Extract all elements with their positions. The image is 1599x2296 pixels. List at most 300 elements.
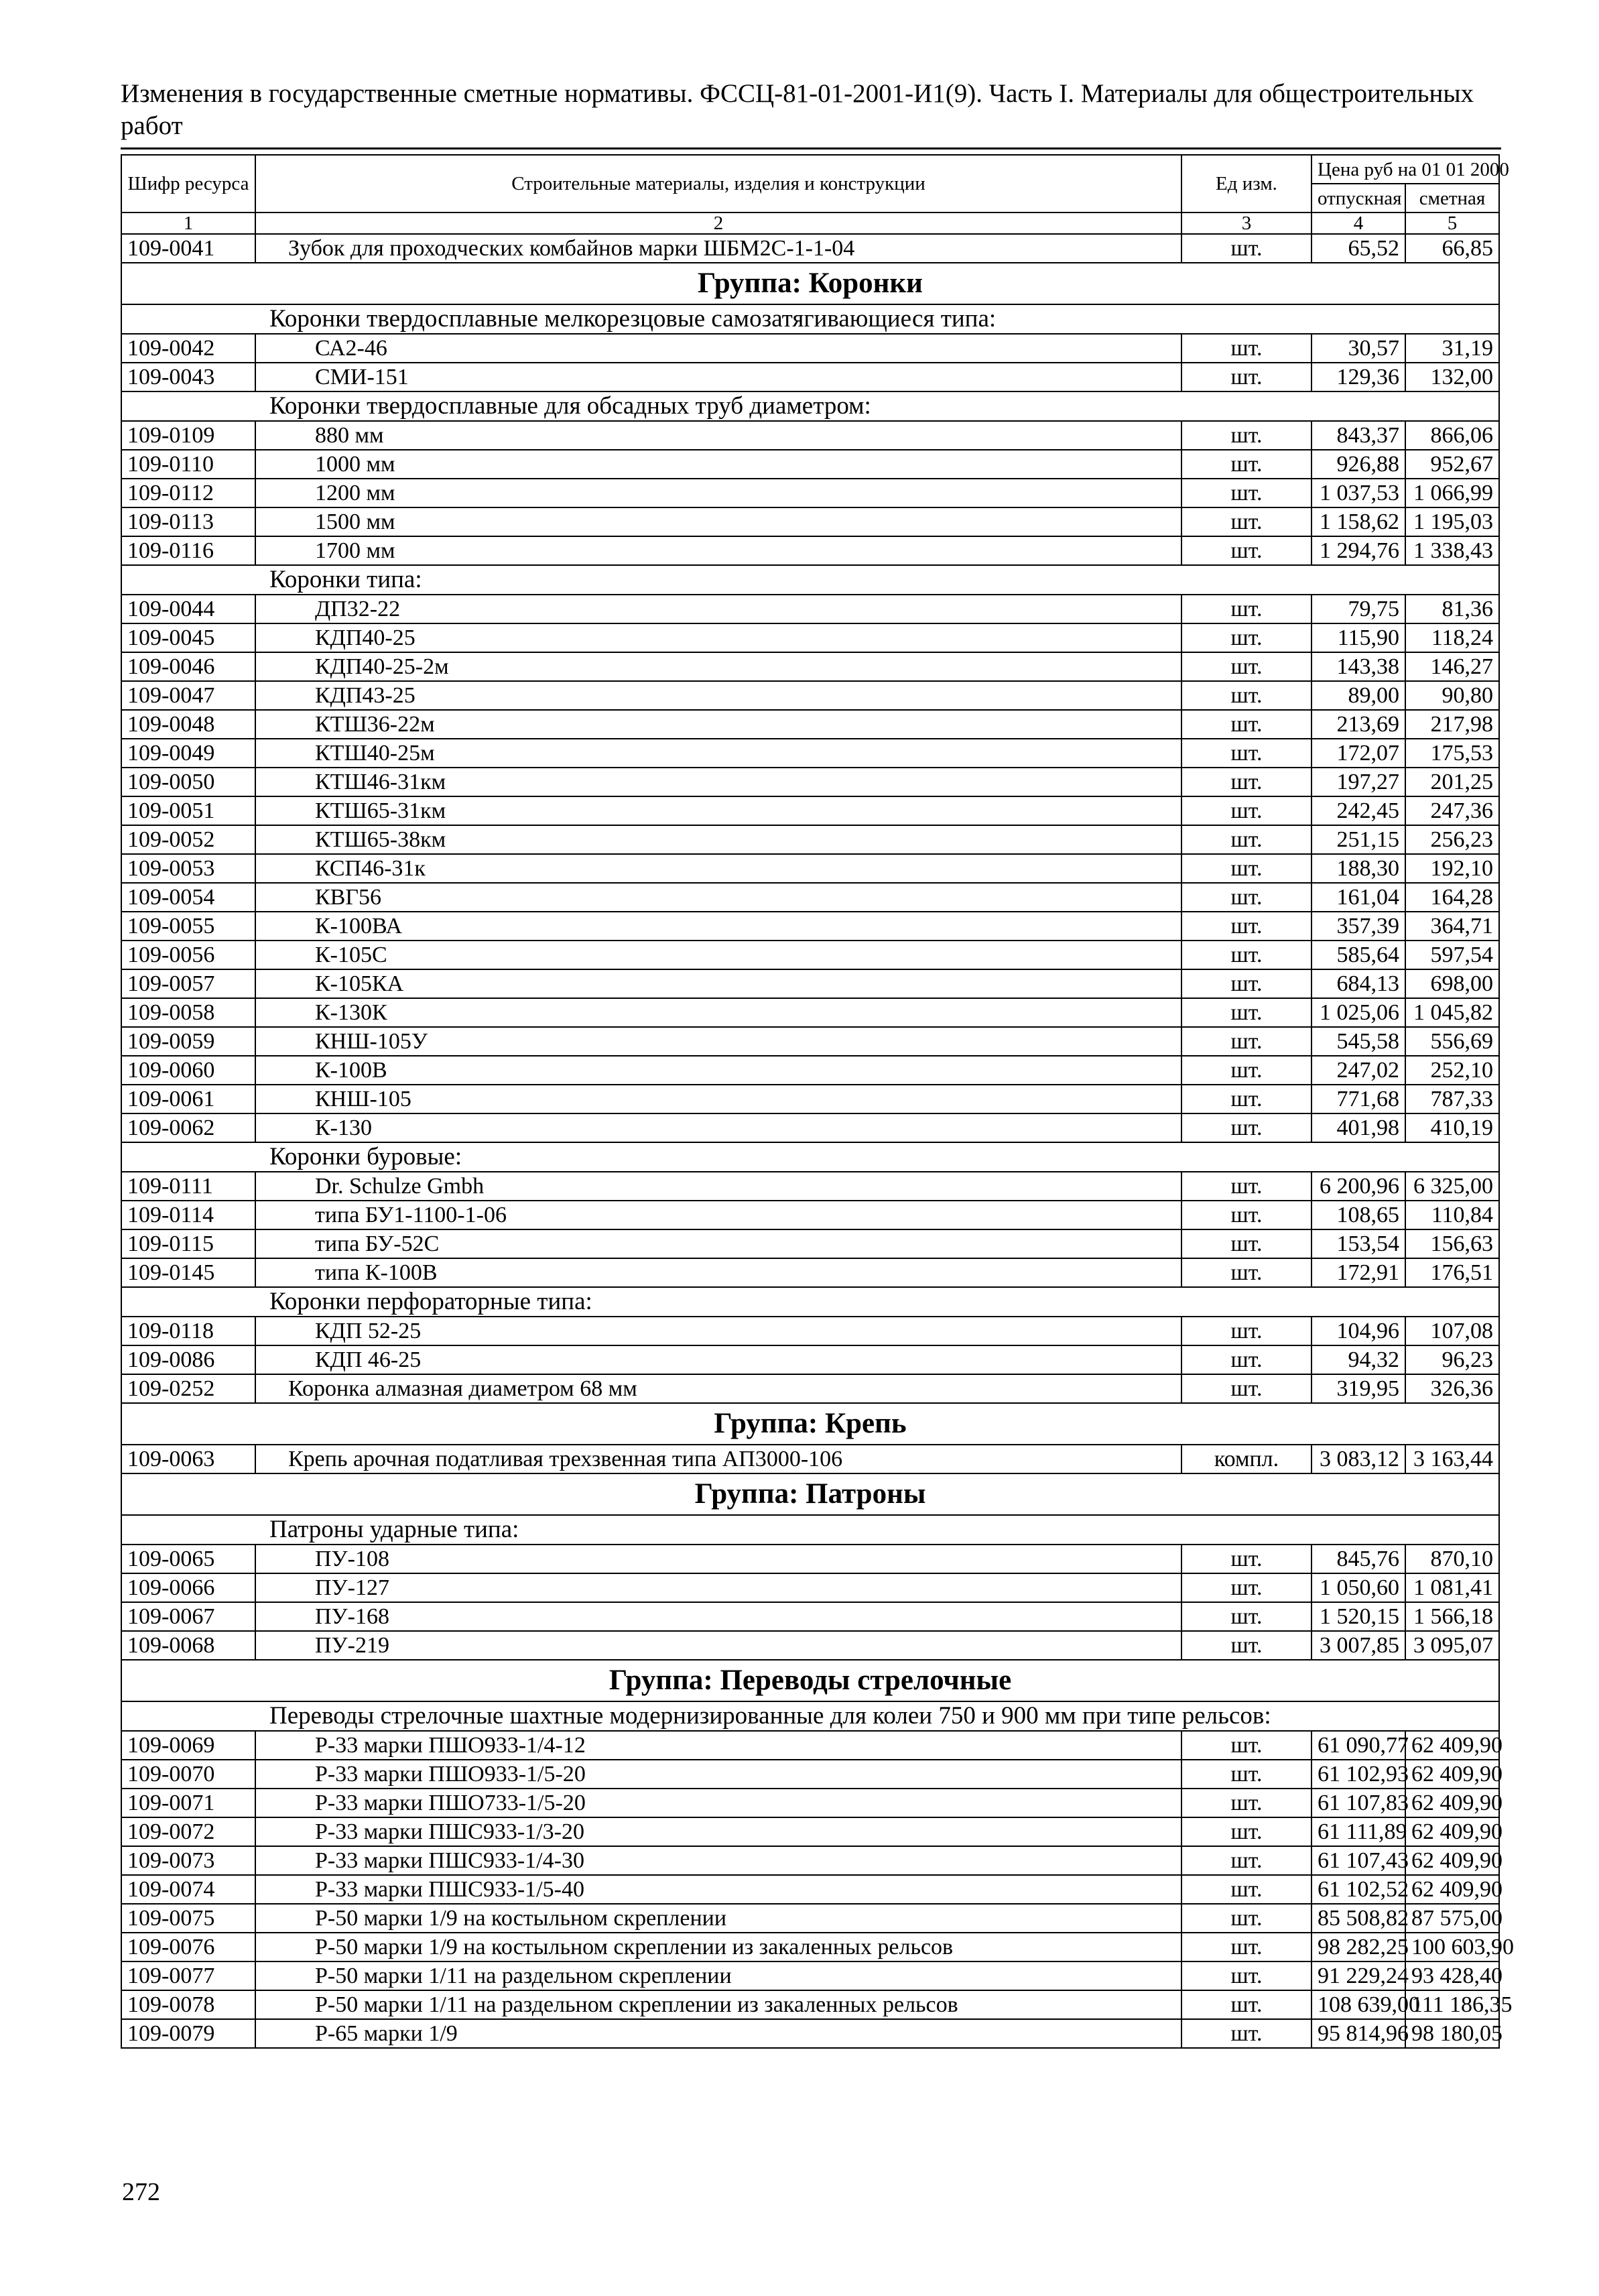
group-heading-row [121, 1403, 1499, 1445]
estimate-price: 107,08 [1405, 1317, 1499, 1345]
group-heading-row [121, 263, 1499, 304]
resource-code: 109-0071 [121, 1789, 255, 1817]
release-price: 143,38 [1312, 652, 1405, 681]
table-row [121, 768, 1499, 796]
estimate-price: 1 195,03 [1405, 507, 1499, 536]
group-heading-row [121, 1473, 1499, 1515]
resource-code: 109-0116 [121, 536, 255, 565]
unit-of-measure: шт. [1181, 912, 1312, 941]
material-name: Dr. Schulze Gmbh [255, 1172, 1181, 1201]
release-price: 1 520,15 [1312, 1602, 1405, 1631]
resource-code: 109-0075 [121, 1904, 255, 1933]
release-price: 108 639,00 [1312, 1990, 1405, 2019]
unit-of-measure: шт. [1181, 825, 1312, 854]
unit-of-measure: шт. [1181, 1229, 1312, 1258]
material-name: КТШ65-38км [255, 825, 1181, 854]
resource-code: 109-0043 [121, 363, 255, 391]
resource-code: 109-0048 [121, 710, 255, 739]
release-price: 926,88 [1312, 450, 1405, 479]
header-row-1 [121, 155, 1499, 184]
resource-code: 109-0044 [121, 595, 255, 623]
header-rule [121, 147, 1501, 149]
subgroup-heading-row [121, 304, 1499, 334]
unit-of-measure: шт. [1181, 681, 1312, 710]
resource-code: 109-0052 [121, 825, 255, 854]
material-name: Р-65 марки 1/9 [255, 2019, 1181, 2048]
release-price: 79,75 [1312, 595, 1405, 623]
table-row [121, 1817, 1499, 1846]
table-row [121, 1789, 1499, 1817]
resource-code: 109-0058 [121, 998, 255, 1027]
release-price: 94,32 [1312, 1345, 1405, 1374]
table-row [121, 1731, 1499, 1760]
release-price: 89,00 [1312, 681, 1405, 710]
header-release: отпускная [1312, 184, 1405, 213]
release-price: 153,54 [1312, 1229, 1405, 1258]
resource-code: 109-0076 [121, 1933, 255, 1961]
material-name: типа К-100В [255, 1258, 1181, 1287]
material-name: КДП43-25 [255, 681, 1181, 710]
subgroup-heading-row [121, 1142, 1499, 1172]
table-row [121, 883, 1499, 912]
estimate-price: 111 186,35 [1405, 1990, 1499, 2019]
release-price: 108,65 [1312, 1201, 1405, 1229]
estimate-price: 597,54 [1405, 941, 1499, 969]
group-heading: Группа: Переводы стрелочные [121, 1660, 1499, 1701]
estimate-price: 326,36 [1405, 1374, 1499, 1403]
header-unit: Ед изм. [1181, 155, 1312, 213]
material-name: КНШ-105У [255, 1027, 1181, 1056]
table-row [121, 825, 1499, 854]
table-row [121, 1846, 1499, 1875]
resource-code: 109-0060 [121, 1056, 255, 1085]
subgroup-heading: Коронки твердосплавные для обсадных труб диаметром: [121, 391, 1499, 421]
resource-code: 109-0062 [121, 1113, 255, 1142]
table-row [121, 1113, 1499, 1142]
estimate-price: 3 163,44 [1405, 1445, 1499, 1473]
estimate-price: 201,25 [1405, 768, 1499, 796]
table-row [121, 739, 1499, 768]
estimate-price: 1 081,41 [1405, 1573, 1499, 1602]
release-price: 61 111,89 [1312, 1817, 1405, 1846]
unit-of-measure: шт. [1181, 1904, 1312, 1933]
estimate-price: 62 409,90 [1405, 1875, 1499, 1904]
table-row [121, 1317, 1499, 1345]
material-name: КСП46-31к [255, 854, 1181, 883]
table-row [121, 595, 1499, 623]
material-name: Р-50 марки 1/9 на костыльном скреплении из закаленных рельсов [255, 1933, 1181, 1961]
release-price: 61 107,43 [1312, 1846, 1405, 1875]
material-name: К-100В [255, 1056, 1181, 1085]
resource-code: 109-0070 [121, 1760, 255, 1789]
unit-of-measure: шт. [1181, 536, 1312, 565]
table-head [121, 155, 1509, 234]
table-row [121, 1875, 1499, 1904]
table-row [121, 1573, 1499, 1602]
unit-of-measure: шт. [1181, 1631, 1312, 1660]
unit-of-measure: шт. [1181, 421, 1312, 450]
release-price: 247,02 [1312, 1056, 1405, 1085]
unit-of-measure: шт. [1181, 1056, 1312, 1085]
material-name: КТШ40-25м [255, 739, 1181, 768]
estimate-price: 31,19 [1405, 334, 1499, 363]
release-price: 545,58 [1312, 1027, 1405, 1056]
unit-of-measure: шт. [1181, 1602, 1312, 1631]
material-name: Коронка алмазная диаметром 68 мм [255, 1374, 1181, 1403]
material-name: Р-33 марки ПШС933-1/5-40 [255, 1875, 1181, 1904]
estimate-price: 866,06 [1405, 421, 1499, 450]
column-number: 5 [1405, 213, 1499, 234]
table-row [121, 652, 1499, 681]
material-name: Р-33 марки ПШО933-1/5-20 [255, 1760, 1181, 1789]
unit-of-measure: шт. [1181, 334, 1312, 363]
resource-code: 109-0063 [121, 1445, 255, 1473]
resource-code: 109-0054 [121, 883, 255, 912]
material-name: Р-33 марки ПШС933-1/3-20 [255, 1817, 1181, 1846]
material-name: Р-50 марки 1/11 на раздельном скреплении [255, 1961, 1181, 1990]
unit-of-measure: шт. [1181, 363, 1312, 391]
material-name: типа БУ1-1100-1-06 [255, 1201, 1181, 1229]
estimate-price: 87 575,00 [1405, 1904, 1499, 1933]
resource-code: 109-0078 [121, 1990, 255, 2019]
release-price: 61 090,77 [1312, 1731, 1405, 1760]
unit-of-measure: шт. [1181, 1085, 1312, 1113]
table-row [121, 450, 1499, 479]
resource-code: 109-0145 [121, 1258, 255, 1287]
release-price: 98 282,25 [1312, 1933, 1405, 1961]
release-price: 684,13 [1312, 969, 1405, 998]
release-price: 242,45 [1312, 796, 1405, 825]
resource-code: 109-0111 [121, 1172, 255, 1201]
resource-code: 109-0072 [121, 1817, 255, 1846]
material-name: К-105С [255, 941, 1181, 969]
unit-of-measure: шт. [1181, 969, 1312, 998]
resource-code: 109-0051 [121, 796, 255, 825]
release-price: 1 037,53 [1312, 479, 1405, 507]
estimate-price: 175,53 [1405, 739, 1499, 768]
page-header: Изменения в государственные сметные нормативы. ФССЦ-81-01-2001-И1(9). Часть I. Материалы для общестроительных работ [121, 79, 1474, 140]
resource-code: 109-0050 [121, 768, 255, 796]
release-price: 1 294,76 [1312, 536, 1405, 565]
unit-of-measure: шт. [1181, 1961, 1312, 1990]
release-price: 161,04 [1312, 883, 1405, 912]
estimate-price: 870,10 [1405, 1545, 1499, 1573]
subgroup-heading-row [121, 1287, 1499, 1317]
resource-code: 109-0041 [121, 234, 255, 263]
material-name: типа БУ-52С [255, 1229, 1181, 1258]
unit-of-measure: шт. [1181, 796, 1312, 825]
material-name: КТШ36-22м [255, 710, 1181, 739]
unit-of-measure: шт. [1181, 595, 1312, 623]
release-price: 845,76 [1312, 1545, 1405, 1573]
estimate-price: 164,28 [1405, 883, 1499, 912]
unit-of-measure: шт. [1181, 1258, 1312, 1287]
release-price: 3 083,12 [1312, 1445, 1405, 1473]
table-row [121, 334, 1499, 363]
table-row [121, 969, 1499, 998]
unit-of-measure: шт. [1181, 1374, 1312, 1403]
estimate-price: 952,67 [1405, 450, 1499, 479]
resource-code: 109-0109 [121, 421, 255, 450]
table-row [121, 1345, 1499, 1374]
material-name: К-105КА [255, 969, 1181, 998]
unit-of-measure: шт. [1181, 854, 1312, 883]
estimate-price: 3 095,07 [1405, 1631, 1499, 1660]
table-row [121, 1027, 1499, 1056]
release-price: 61 102,52 [1312, 1875, 1405, 1904]
resource-code: 109-0066 [121, 1573, 255, 1602]
table-row [121, 1990, 1499, 2019]
unit-of-measure: шт. [1181, 1573, 1312, 1602]
resource-code: 109-0049 [121, 739, 255, 768]
unit-of-measure: шт. [1181, 479, 1312, 507]
resource-code: 109-0118 [121, 1317, 255, 1345]
table-row [121, 1602, 1499, 1631]
resource-code: 109-0046 [121, 652, 255, 681]
resource-code: 109-0059 [121, 1027, 255, 1056]
table-row [121, 1961, 1499, 1990]
resource-code: 109-0067 [121, 1602, 255, 1631]
table-row [121, 1056, 1499, 1085]
header-name: Строительные материалы, изделия и конструкции [255, 155, 1181, 213]
release-price: 30,57 [1312, 334, 1405, 363]
estimate-price: 81,36 [1405, 595, 1499, 623]
release-price: 843,37 [1312, 421, 1405, 450]
table-row [121, 1201, 1499, 1229]
resource-code: 109-0115 [121, 1229, 255, 1258]
resource-code: 109-0057 [121, 969, 255, 998]
material-name: Крепь арочная податливая трехзвенная типа АП3000-106 [255, 1445, 1181, 1473]
estimate-price: 62 409,90 [1405, 1789, 1499, 1817]
group-heading: Группа: Коронки [121, 263, 1499, 304]
unit-of-measure: шт. [1181, 1875, 1312, 1904]
subgroup-heading-row [121, 565, 1499, 595]
resource-code: 109-0114 [121, 1201, 255, 1229]
unit-of-measure: шт. [1181, 710, 1312, 739]
unit-of-measure: шт. [1181, 1172, 1312, 1201]
unit-of-measure: шт. [1181, 1817, 1312, 1846]
subgroup-heading: Переводы стрелочные шахтные модернизированные для колеи 750 и 900 мм при типе рельсов: [121, 1701, 1499, 1731]
material-name: 1700 мм [255, 536, 1181, 565]
material-name: К-130 [255, 1113, 1181, 1142]
material-name: ПУ-219 [255, 1631, 1181, 1660]
table-row [121, 363, 1499, 391]
table-row [121, 941, 1499, 969]
material-name: КДП 52-25 [255, 1317, 1181, 1345]
estimate-price: 118,24 [1405, 623, 1499, 652]
estimate-price: 1 338,43 [1405, 536, 1499, 565]
unit-of-measure: шт. [1181, 1345, 1312, 1374]
estimate-price: 62 409,90 [1405, 1760, 1499, 1789]
table-row [121, 1933, 1499, 1961]
release-price: 401,98 [1312, 1113, 1405, 1142]
subgroup-heading: Коронки типа: [121, 565, 1499, 595]
subgroup-heading: Коронки перфораторные типа: [121, 1287, 1499, 1317]
column-number: 1 [121, 213, 255, 234]
release-price: 129,36 [1312, 363, 1405, 391]
material-name: 1500 мм [255, 507, 1181, 536]
page-number: 272 [122, 2178, 160, 2206]
estimate-price: 192,10 [1405, 854, 1499, 883]
material-name: КТШ65-31км [255, 796, 1181, 825]
resource-code: 109-0053 [121, 854, 255, 883]
release-price: 115,90 [1312, 623, 1405, 652]
table-row [121, 998, 1499, 1027]
estimate-price: 62 409,90 [1405, 1817, 1499, 1846]
material-name: Р-50 марки 1/9 на костыльном скреплении [255, 1904, 1181, 1933]
table-row [121, 1229, 1499, 1258]
table-row [121, 1904, 1499, 1933]
group-heading-row [121, 1660, 1499, 1701]
unit-of-measure: компл. [1181, 1445, 1312, 1473]
table-row [121, 507, 1499, 536]
table-row [121, 710, 1499, 739]
resource-code: 109-0065 [121, 1545, 255, 1573]
unit-of-measure: шт. [1181, 739, 1312, 768]
resource-code: 109-0086 [121, 1345, 255, 1374]
unit-of-measure: шт. [1181, 507, 1312, 536]
subgroup-heading: Коронки твердосплавные мелкорезцовые самозатягивающиеся типа: [121, 304, 1499, 334]
estimate-price: 698,00 [1405, 969, 1499, 998]
resource-code: 109-0112 [121, 479, 255, 507]
material-name: ПУ-108 [255, 1545, 1181, 1573]
subgroup-heading: Патроны ударные типа: [121, 1515, 1499, 1545]
estimate-price: 787,33 [1405, 1085, 1499, 1113]
unit-of-measure: шт. [1181, 1027, 1312, 1056]
unit-of-measure: шт. [1181, 234, 1312, 263]
table-row [121, 1545, 1499, 1573]
release-price: 251,15 [1312, 825, 1405, 854]
release-price: 1 158,62 [1312, 507, 1405, 536]
material-name: ПУ-127 [255, 1573, 1181, 1602]
material-name: КТШ46-31км [255, 768, 1181, 796]
material-name: К-130К [255, 998, 1181, 1027]
resource-code: 109-0077 [121, 1961, 255, 1990]
estimate-price: 62 409,90 [1405, 1731, 1499, 1760]
release-price: 61 107,83 [1312, 1789, 1405, 1817]
table-row [121, 912, 1499, 941]
column-number: 3 [1181, 213, 1312, 234]
estimate-price: 98 180,05 [1405, 2019, 1499, 2048]
material-name: КДП40-25-2м [255, 652, 1181, 681]
table-row [121, 854, 1499, 883]
table-row [121, 1760, 1499, 1789]
material-name: Р-50 марки 1/11 на раздельном скреплении из закаленных рельсов [255, 1990, 1181, 2019]
estimate-price: 100 603,90 [1405, 1933, 1499, 1961]
subgroup-heading: Коронки буровые: [121, 1142, 1499, 1172]
release-price: 771,68 [1312, 1085, 1405, 1113]
release-price: 1 025,06 [1312, 998, 1405, 1027]
unit-of-measure: шт. [1181, 2019, 1312, 2048]
unit-of-measure: шт. [1181, 450, 1312, 479]
material-name: КДП 46-25 [255, 1345, 1181, 1374]
table-row [121, 479, 1499, 507]
estimate-price: 247,36 [1405, 796, 1499, 825]
unit-of-measure: шт. [1181, 1113, 1312, 1142]
release-price: 95 814,96 [1312, 2019, 1405, 2048]
estimate-price: 217,98 [1405, 710, 1499, 739]
subgroup-heading-row [121, 1701, 1499, 1731]
release-price: 85 508,82 [1312, 1904, 1405, 1933]
table-row [121, 1172, 1499, 1201]
table-row [121, 536, 1499, 565]
resource-code: 109-0113 [121, 507, 255, 536]
estimate-price: 110,84 [1405, 1201, 1499, 1229]
release-price: 319,95 [1312, 1374, 1405, 1403]
table-row [121, 2019, 1499, 2048]
table-row [121, 1085, 1499, 1113]
unit-of-measure: шт. [1181, 1201, 1312, 1229]
resource-code: 109-0073 [121, 1846, 255, 1875]
resource-code: 109-0045 [121, 623, 255, 652]
estimate-price: 6 325,00 [1405, 1172, 1499, 1201]
subgroup-heading-row [121, 391, 1499, 421]
resource-code: 109-0042 [121, 334, 255, 363]
resource-code: 109-0068 [121, 1631, 255, 1660]
material-name: КВГ56 [255, 883, 1181, 912]
release-price: 65,52 [1312, 234, 1405, 263]
resource-code: 109-0252 [121, 1374, 255, 1403]
estimate-price: 93 428,40 [1405, 1961, 1499, 1990]
estimate-price: 1 566,18 [1405, 1602, 1499, 1631]
material-name: ДП32-22 [255, 595, 1181, 623]
material-name: КНШ-105 [255, 1085, 1181, 1113]
material-name: 1200 мм [255, 479, 1181, 507]
estimate-price: 90,80 [1405, 681, 1499, 710]
release-price: 104,96 [1312, 1317, 1405, 1345]
table-row [121, 681, 1499, 710]
price-table [121, 154, 1514, 2049]
table-row [121, 234, 1499, 263]
estimate-price: 256,23 [1405, 825, 1499, 854]
material-name: Р-33 марки ПШС933-1/4-30 [255, 1846, 1181, 1875]
material-name: Р-33 марки ПШО733-1/5-20 [255, 1789, 1181, 1817]
material-name: Р-33 марки ПШО933-1/4-12 [255, 1731, 1181, 1760]
table-row [121, 796, 1499, 825]
release-price: 3 007,85 [1312, 1631, 1405, 1660]
material-name: Зубок для проходческих комбайнов марки ШБМ2С-1-1-04 [255, 234, 1181, 263]
material-name: К-100ВА [255, 912, 1181, 941]
table-row [121, 1374, 1499, 1403]
estimate-price: 146,27 [1405, 652, 1499, 681]
resource-code: 109-0055 [121, 912, 255, 941]
unit-of-measure: шт. [1181, 623, 1312, 652]
release-price: 6 200,96 [1312, 1172, 1405, 1201]
unit-of-measure: шт. [1181, 1846, 1312, 1875]
material-name: 1000 мм [255, 450, 1181, 479]
unit-of-measure: шт. [1181, 1933, 1312, 1961]
table-row [121, 421, 1499, 450]
estimate-price: 96,23 [1405, 1345, 1499, 1374]
header-estimate: сметная [1405, 184, 1499, 213]
resource-code: 109-0061 [121, 1085, 255, 1113]
release-price: 197,27 [1312, 768, 1405, 796]
unit-of-measure: шт. [1181, 941, 1312, 969]
table-row [121, 623, 1499, 652]
resource-code: 109-0069 [121, 1731, 255, 1760]
resource-code: 109-0074 [121, 1875, 255, 1904]
group-heading: Группа: Крепь [121, 1403, 1499, 1445]
estimate-price: 1 045,82 [1405, 998, 1499, 1027]
resource-code: 109-0110 [121, 450, 255, 479]
material-name: 880 мм [255, 421, 1181, 450]
estimate-price: 62 409,90 [1405, 1846, 1499, 1875]
table-row [121, 1445, 1499, 1473]
table-row [121, 1631, 1499, 1660]
header-price: Цена руб на 01 01 2000 [1312, 155, 1499, 184]
table-body [121, 234, 1514, 2048]
unit-of-measure: шт. [1181, 1990, 1312, 2019]
